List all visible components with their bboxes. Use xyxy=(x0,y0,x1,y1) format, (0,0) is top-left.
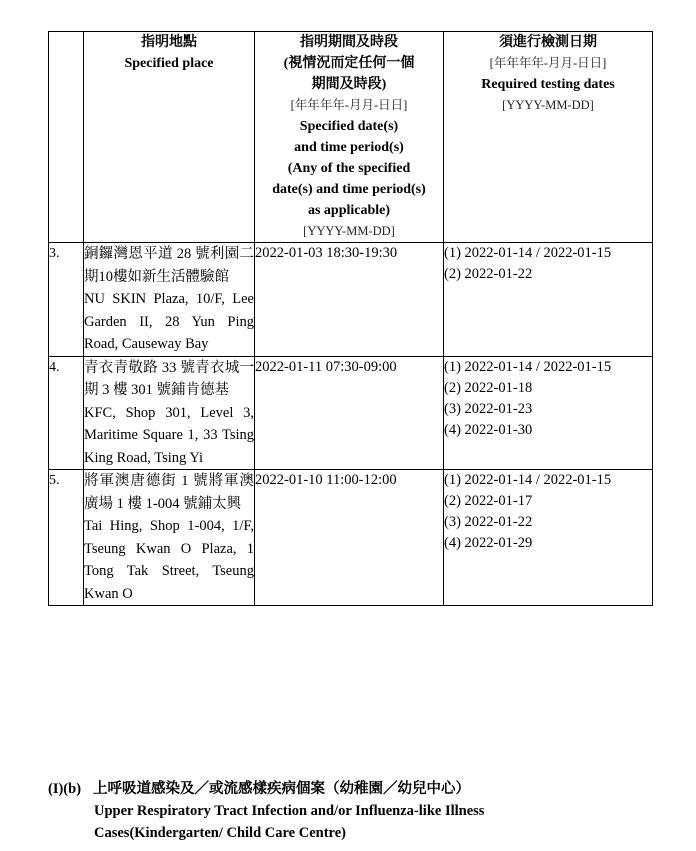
header-place-zh: 指明地點 xyxy=(141,35,197,50)
place-name-zh: 將軍澳唐德街 1 號將軍澳廣場 1 樓 1-004 號鋪太興 xyxy=(84,473,254,512)
period-cell: 2022-01-03 18:30-19:30 xyxy=(255,243,444,357)
section-title-en: Upper Respiratory Tract Infection and/or Influenza-like Illness Cases(Kindergarten/ Child Care Centre) xyxy=(94,803,485,841)
period-cell: 2022-01-11 07:30-09:00 xyxy=(255,356,444,470)
section-heading xyxy=(48,778,668,844)
testing-date-item: (2) 2022-01-22 xyxy=(444,266,533,282)
header-period-zh: 指明期間及時段 (視情況而定任何一個 期間及時段) xyxy=(283,35,415,92)
row-number: 4. xyxy=(49,356,84,470)
table-row xyxy=(49,243,653,357)
testing-date-item: (2) 2022-01-17 xyxy=(444,493,533,509)
section-label: (I)(b) xyxy=(48,781,82,797)
header-period-en: Specified date(s) and time period(s) (Any of the specified date(s) and time period(s) as applicable) xyxy=(272,119,426,218)
period-cell: 2022-01-10 11:00-12:00 xyxy=(255,470,444,606)
header-dates-format-zh: [年年年年-月月-日日] xyxy=(489,56,607,70)
testing-date-item: (1) 2022-01-14 / 2022-01-15 xyxy=(444,358,612,375)
header-dates-zh: 須進行檢測日期 xyxy=(499,35,597,50)
testing-date-item: (3) 2022-01-22 xyxy=(444,514,533,530)
testing-dates-cell xyxy=(444,243,653,357)
table-header-row xyxy=(49,32,653,243)
place-cell xyxy=(84,243,255,357)
header-period-format-en: [YYYY-MM-DD] xyxy=(303,224,395,238)
testing-dates-list xyxy=(444,470,652,554)
testing-dates-list xyxy=(444,357,652,441)
table-row xyxy=(49,356,653,470)
header-dates-en: Required testing dates xyxy=(481,77,615,92)
testing-dates-cell xyxy=(444,356,653,470)
section-title-zh: 上呼吸道感染及／或流感樣疾病個案（幼稚園／幼兒中心） xyxy=(93,781,470,797)
place-name-en: NU SKIN Plaza, 10/F, Lee Garden II, 28 Yun Ping Road, Causeway Bay xyxy=(84,291,254,352)
place-name-zh: 青衣青敬路 33 號青衣城一期 3 樓 301 號鋪肯德基 xyxy=(84,359,254,398)
section-title-line xyxy=(48,778,668,800)
place-cell xyxy=(84,470,255,606)
header-period-format-zh: [年年年年-月月-日日] xyxy=(290,98,408,112)
place-name-en: Tai Hing, Shop 1-004, 1/F, Tseung Kwan O Plaza, 1 Tong Tak Street, Tseung Kwan O xyxy=(84,518,254,602)
place-cell xyxy=(84,356,255,470)
header-specified-place xyxy=(84,32,255,243)
row-number: 3. xyxy=(49,243,84,357)
table-row xyxy=(49,470,653,606)
testing-date-item: (2) 2022-01-18 xyxy=(444,379,533,396)
header-required-testing-dates xyxy=(444,32,653,243)
testing-dates-list xyxy=(444,243,652,285)
testing-date-item: (1) 2022-01-14 / 2022-01-15 xyxy=(444,245,612,261)
header-place-en: Specified place xyxy=(124,56,214,71)
testing-date-item: (4) 2022-01-30 xyxy=(444,421,533,438)
header-dates-format-en: [YYYY-MM-DD] xyxy=(502,98,594,112)
place-name-zh: 銅鑼灣恩平道 28 號利園二期10樓如新生活體驗館 xyxy=(84,246,254,285)
place-name-en: KFC, Shop 301, Level 3, Maritime Square 1, 33 Tsing King Road, Tsing Yi xyxy=(84,404,254,466)
header-specified-period xyxy=(255,32,444,243)
header-number-cell xyxy=(49,32,84,243)
testing-date-item: (1) 2022-01-14 / 2022-01-15 xyxy=(444,472,612,488)
testing-date-item: (4) 2022-01-29 xyxy=(444,535,533,551)
testing-dates-cell xyxy=(444,470,653,606)
row-number: 5. xyxy=(49,470,84,606)
specified-places-table xyxy=(48,31,653,606)
testing-date-item: (3) 2022-01-23 xyxy=(444,400,533,417)
